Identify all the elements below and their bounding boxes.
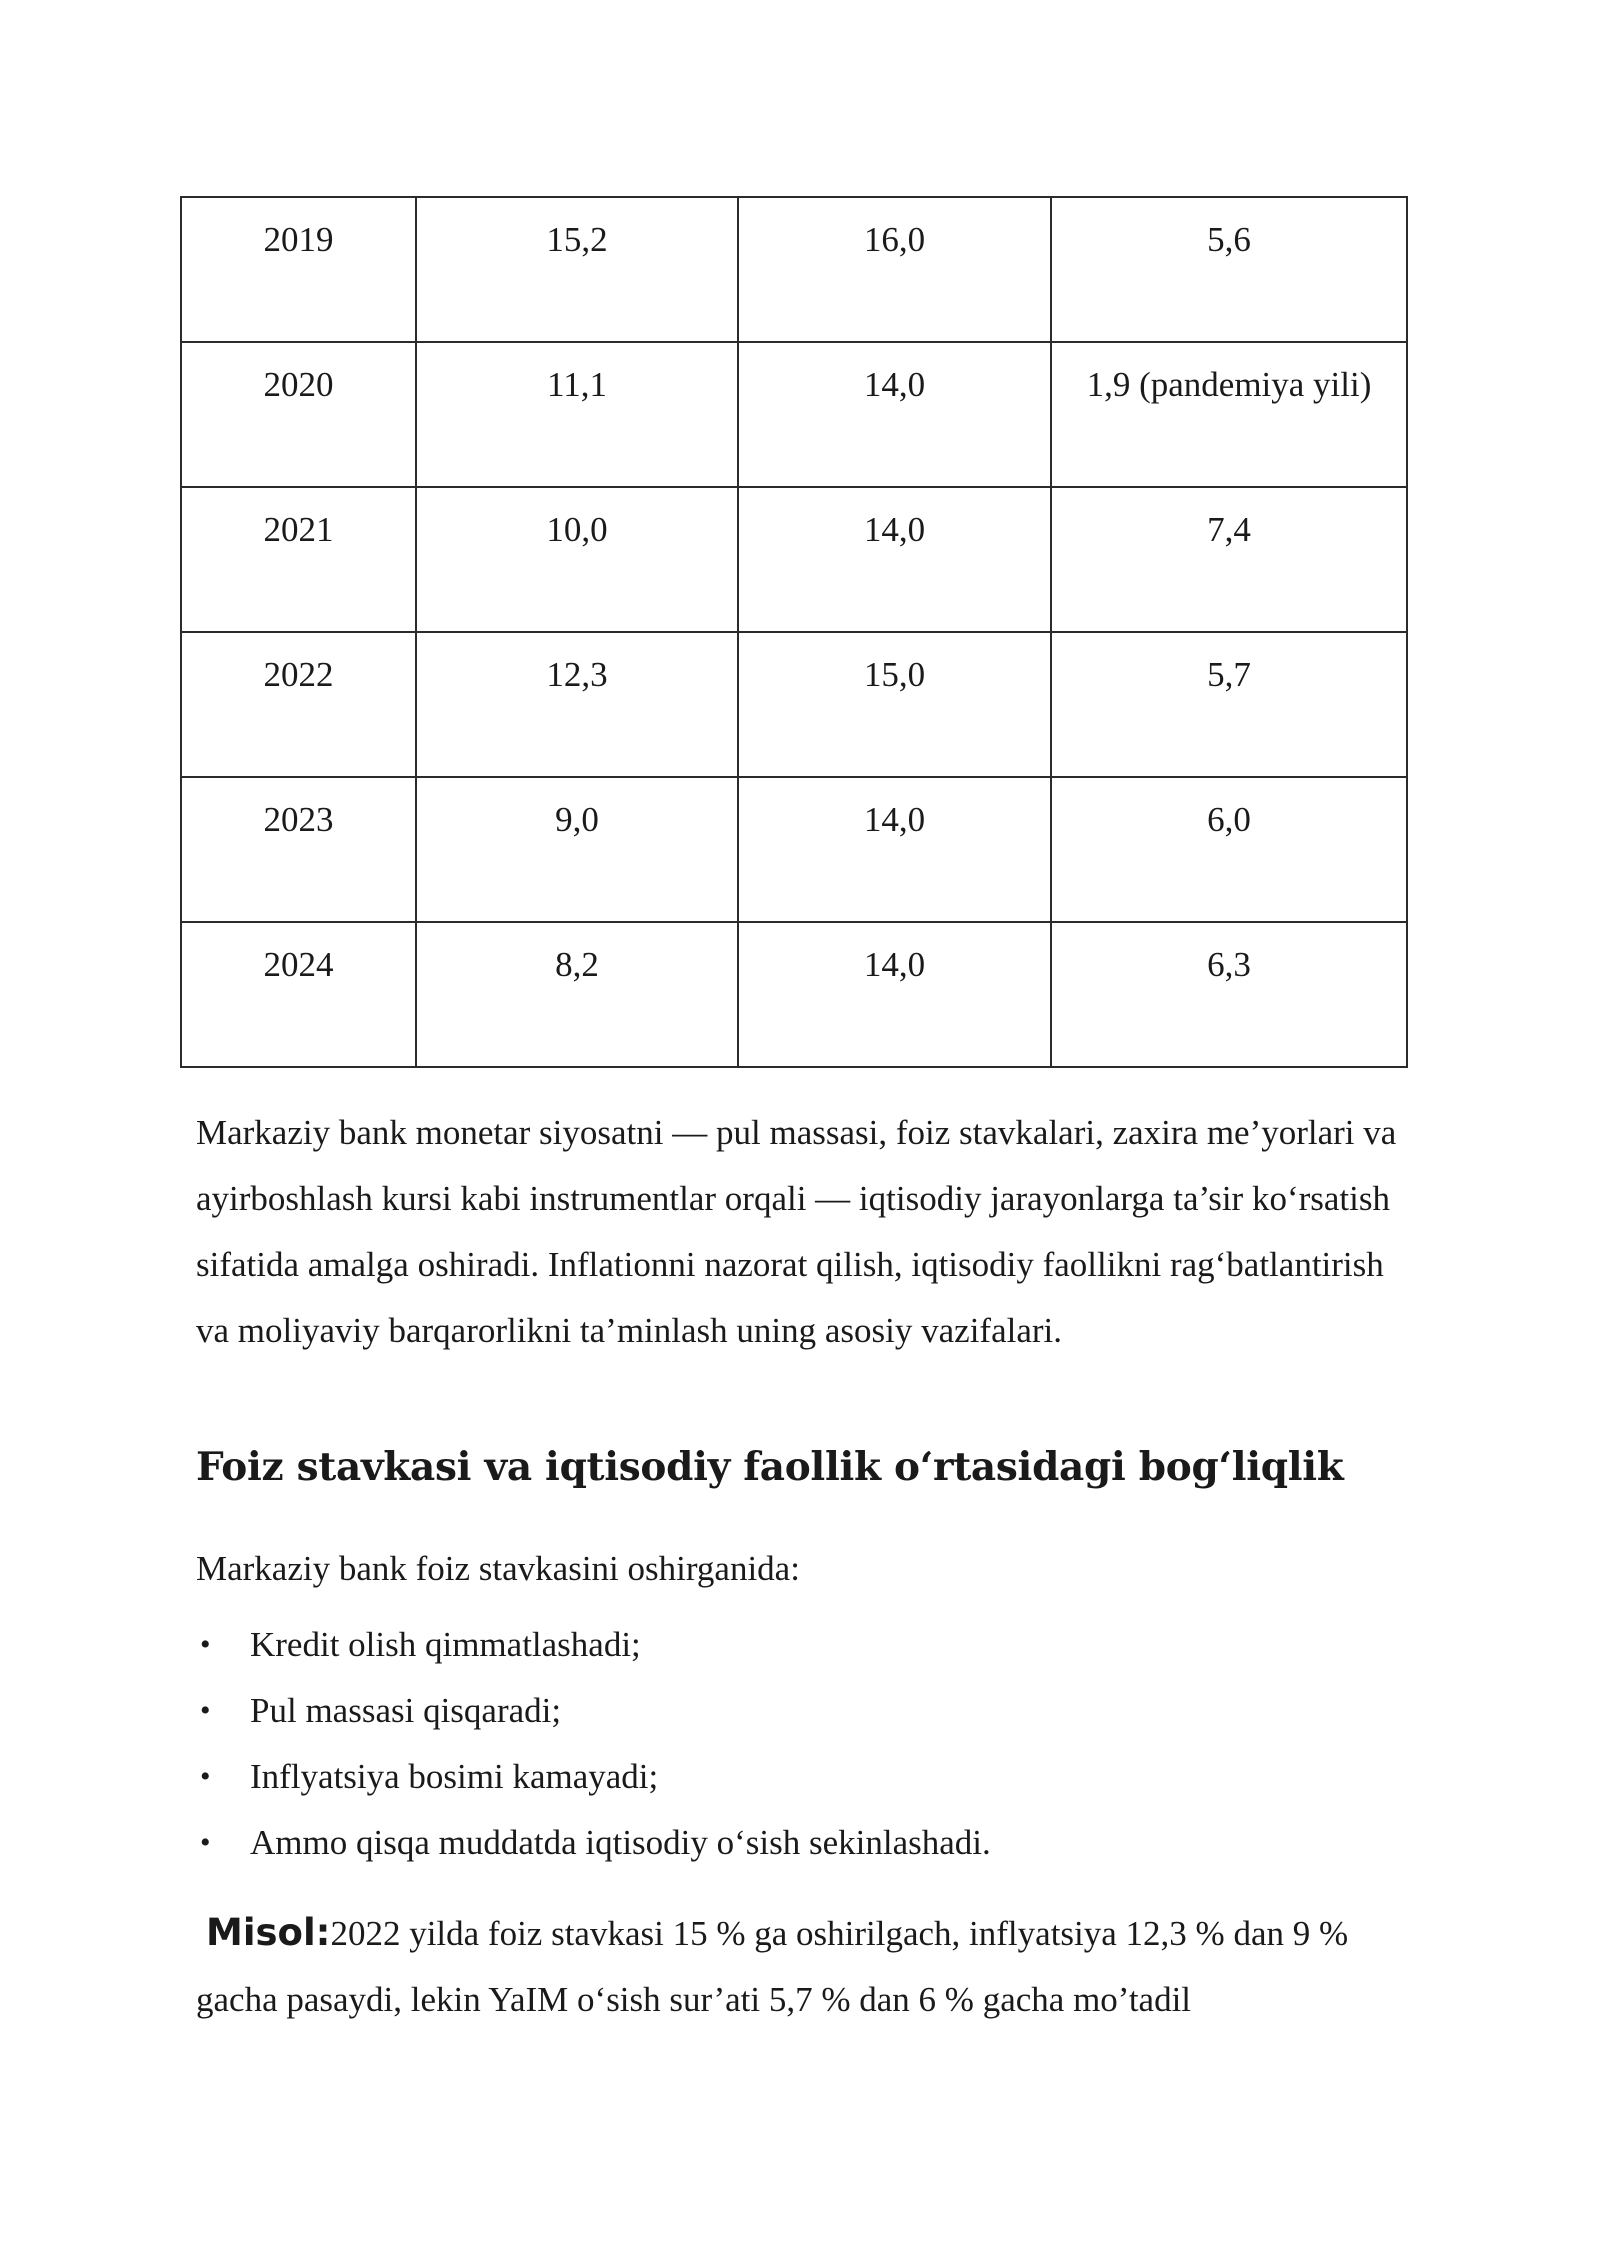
- section-heading: Foiz stavkasi va iqtisodiy faollik o‘rtasidagi bog‘liqlik: [196, 1444, 1344, 1490]
- example-text: 2022 yilda foiz stavkasi 15 % ga oshirilgach, inflyatsiya 12,3 % dan 9 % gacha pasaydi, lekin YaIM o‘sish sur’ati 5,7 % dan 6 % gacha mo’tadil: [196, 1914, 1349, 2019]
- table-cell: 14,0: [738, 777, 1051, 922]
- table-cell-year: 2019: [181, 197, 416, 342]
- example-label: Misol:: [206, 1911, 331, 1954]
- paragraph-monetary-policy: Markaziy bank monetar siyosatni — pul massasi, foiz stavkalari, zaxira me’yorlari va ayirboshlash kursi kabi instrumentlar orqali — iqtisodiy jarayonlarga ta’sir ko‘rsatish sifatida amalga oshiradi. Inflationni nazorat qilish, iqtisodiy faollikni rag‘batlantirish va moliyaviy barqarorlikni ta’minlash uning asosiy vazifalari.: [196, 1113, 1397, 1350]
- table-cell: 16,0: [738, 197, 1051, 342]
- table-body: [181, 197, 1407, 1067]
- example-paragraph: [196, 1900, 1426, 2033]
- bullet-icon: •: [200, 1826, 211, 1859]
- table-cell: 14,0: [738, 922, 1051, 1067]
- table-cell: 11,1: [416, 342, 738, 487]
- table-row: [181, 487, 1407, 632]
- table-cell: 15,0: [738, 632, 1051, 777]
- table-cell: 14,0: [738, 487, 1051, 632]
- bullet-icon: •: [200, 1760, 211, 1793]
- table-cell: 5,7: [1051, 632, 1407, 777]
- table-cell: 10,0: [416, 487, 738, 632]
- table-cell: 6,3: [1051, 922, 1407, 1067]
- bullet-icon: •: [200, 1694, 211, 1727]
- list-item: [196, 1744, 991, 1810]
- table-row: [181, 342, 1407, 487]
- table-cell: 5,6: [1051, 197, 1407, 342]
- list-item: [196, 1612, 991, 1678]
- table-row: [181, 632, 1407, 777]
- paragraph-intro: Markaziy bank foiz stavkasini oshirganida:: [196, 1549, 800, 1588]
- table-row: [181, 197, 1407, 342]
- table-cell: 1,9 (pandemiya yili): [1051, 342, 1407, 487]
- table-cell: 7,4: [1051, 487, 1407, 632]
- table-cell-year: 2024: [181, 922, 416, 1067]
- list-item-text: Inflyatsiya bosimi kamayadi;: [250, 1757, 659, 1796]
- list-item-text: Ammo qisqa muddatda iqtisodiy o‘sish sekinlashadi.: [250, 1823, 991, 1862]
- table-cell: 6,0: [1051, 777, 1407, 922]
- table-cell: 12,3: [416, 632, 738, 777]
- table-cell: 14,0: [738, 342, 1051, 487]
- table-row: [181, 777, 1407, 922]
- bullet-list: [196, 1612, 991, 1876]
- list-item: [196, 1810, 991, 1876]
- table-cell-year: 2022: [181, 632, 416, 777]
- table-cell-year: 2020: [181, 342, 416, 487]
- table-cell: 8,2: [416, 922, 738, 1067]
- bullet-icon: •: [200, 1628, 211, 1661]
- table-cell: 15,2: [416, 197, 738, 342]
- table-cell-year: 2021: [181, 487, 416, 632]
- list-item-text: Pul massasi qisqaradi;: [250, 1691, 562, 1730]
- table-row: [181, 922, 1407, 1067]
- data-table: [180, 196, 1408, 1068]
- list-item-text: Kredit olish qimmatlashadi;: [250, 1625, 641, 1664]
- table-cell: 9,0: [416, 777, 738, 922]
- table-cell-year: 2023: [181, 777, 416, 922]
- list-item: [196, 1678, 991, 1744]
